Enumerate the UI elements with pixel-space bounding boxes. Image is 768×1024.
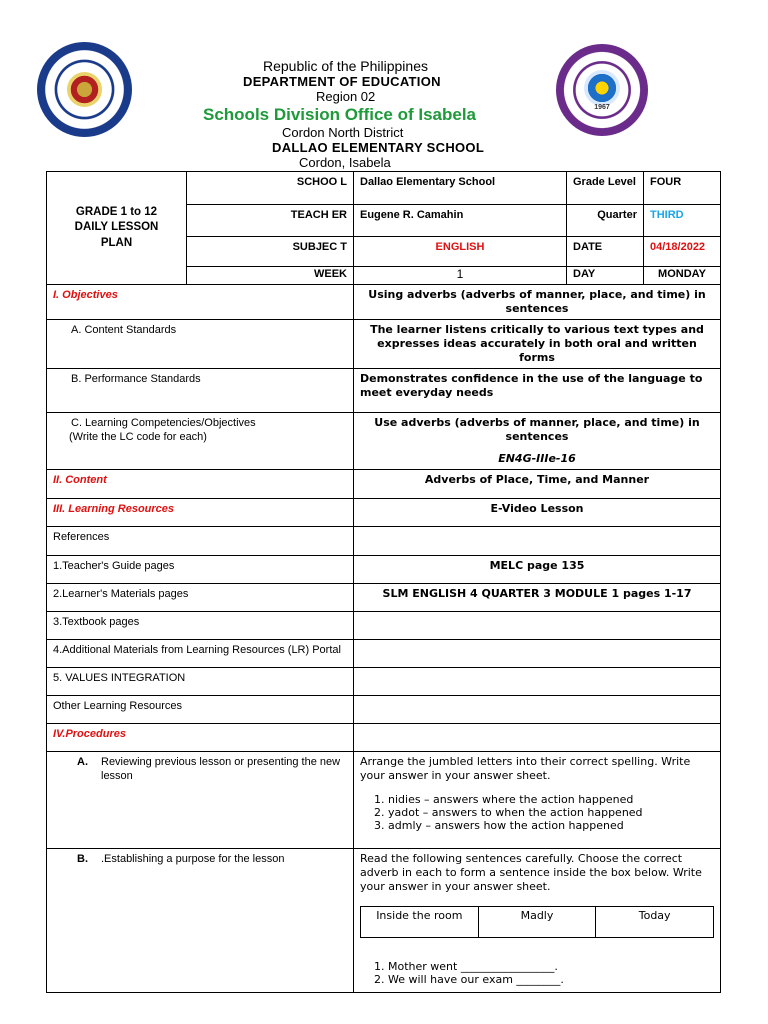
grade-value: FOUR [644,172,721,205]
day-label: DAY [567,267,644,285]
learning-competencies-label: C. Learning Competencies/Objectives (Write the LC code for each) [47,413,354,470]
grade-label: Grade Level [567,172,644,205]
procedures-label: IV.Procedures [47,724,354,752]
references-value [354,527,721,556]
lr-portal-value [354,640,721,668]
learners-materials-label: 2.Learner's Materials pages [47,584,354,612]
list-item: 1. Mother went _________________. [388,960,714,973]
header-region: Region 02 [316,89,376,104]
teachers-guide-label: 1.Teacher's Guide pages [47,556,354,584]
deped-seal-icon [37,42,132,137]
date-value: 04/18/2022 [644,237,721,267]
content-standards-label: A. Content Standards [47,320,354,369]
performance-standards-value: Demonstrates confidence in the use of the language to meet everyday needs [354,369,721,413]
subject-label: SUBJEC T [187,237,354,267]
teacher-value: Eugene R. Camahin [354,205,567,237]
procedure-a-value: Arrange the jumbled letters into their correct spelling. Write your answer in your answer sheet. 1. nidies – answers where the action happened 2. yadot – answers to when the action happened 3. admly – answers how the action happened [354,752,721,849]
content-label: II. Content [47,470,354,499]
header-division: Schools Division Office of Isabela [203,105,477,124]
content-standards-value: The learner listens critically to various text types and expresses ideas accurately in both oral and written forms [354,320,721,369]
header-school: DALLAO ELEMENTARY SCHOOL [272,140,485,155]
week-label: WEEK [187,267,354,285]
references-label: References [47,527,354,556]
day-value: MONDAY [644,267,721,285]
list-item: 1. nidies – answers where the action happened [388,793,714,806]
lesson-plan-table [46,171,721,993]
quarter-label: Quarter [567,205,644,237]
header-district: Cordon North District [282,125,404,140]
procedures-value [354,724,721,752]
other-resources-value [354,696,721,724]
header-department: DEPARTMENT OF EDUCATION [243,74,441,89]
adverb-choice-box [360,906,714,938]
subject-value: ENGLISH [354,237,567,267]
header-location: Cordon, Isabela [299,155,391,170]
procedure-b-value: Read the following sentences carefully. Choose the correct adverb in each to form a sentence inside the box below. Write your answer in your answer sheet. Inside the room Madly Today 1. Mother went _________________. 2. We will have our exam ________. [354,849,721,993]
learning-competencies-value: Use adverbs (adverbs of manner, place, and time) in sentences EN4G-IIIe-16 [354,413,721,470]
procedure-b-label: B. .Establishing a purpose for the lesson [47,849,354,993]
teacher-label: TEACH ER [187,205,354,237]
content-value: Adverbs of Place, Time, and Manner [354,470,721,499]
quarter-value: THIRD [644,205,721,237]
list-item: 2. We will have our exam ________. [388,973,714,986]
school-label: SCHOO L [187,172,354,205]
procedure-a-label: A. Reviewing previous lesson or presenting the new lesson [47,752,354,849]
choice-cell: Inside the room [361,907,479,938]
objectives-label: I. Objectives [47,285,354,320]
teachers-guide-value: MELC page 135 [354,556,721,584]
date-label: DATE [567,237,644,267]
values-integration-label: 5. VALUES INTEGRATION [47,668,354,696]
header-republic: Republic of the Philippines [263,58,428,74]
other-resources-label: Other Learning Resources [47,696,354,724]
choice-cell: Madly [478,907,596,938]
week-value: 1 [354,267,567,285]
plan-title: GRADE 1 to 12 DAILY LESSON PLAN [47,172,187,285]
resources-label: III. Learning Resources [47,499,354,527]
resources-value: E-Video Lesson [354,499,721,527]
list-item: 3. admly – answers how the action happened [388,819,714,832]
objectives-value: Using adverbs (adverbs of manner, place, and time) in sentences [354,285,721,320]
performance-standards-label: B. Performance Standards [47,369,354,413]
choice-cell: Today [596,907,714,938]
school-seal-icon: 1967 [556,44,648,136]
values-integration-value [354,668,721,696]
list-item: 2. yadot – answers to when the action happened [388,806,714,819]
lr-portal-label: 4.Additional Materials from Learning Resources (LR) Portal [47,640,354,668]
learners-materials-value: SLM ENGLISH 4 QUARTER 3 MODULE 1 pages 1-17 [354,584,721,612]
textbook-label: 3.Textbook pages [47,612,354,640]
school-value: Dallao Elementary School [354,172,567,205]
document-header [0,0,768,172]
textbook-value [354,612,721,640]
